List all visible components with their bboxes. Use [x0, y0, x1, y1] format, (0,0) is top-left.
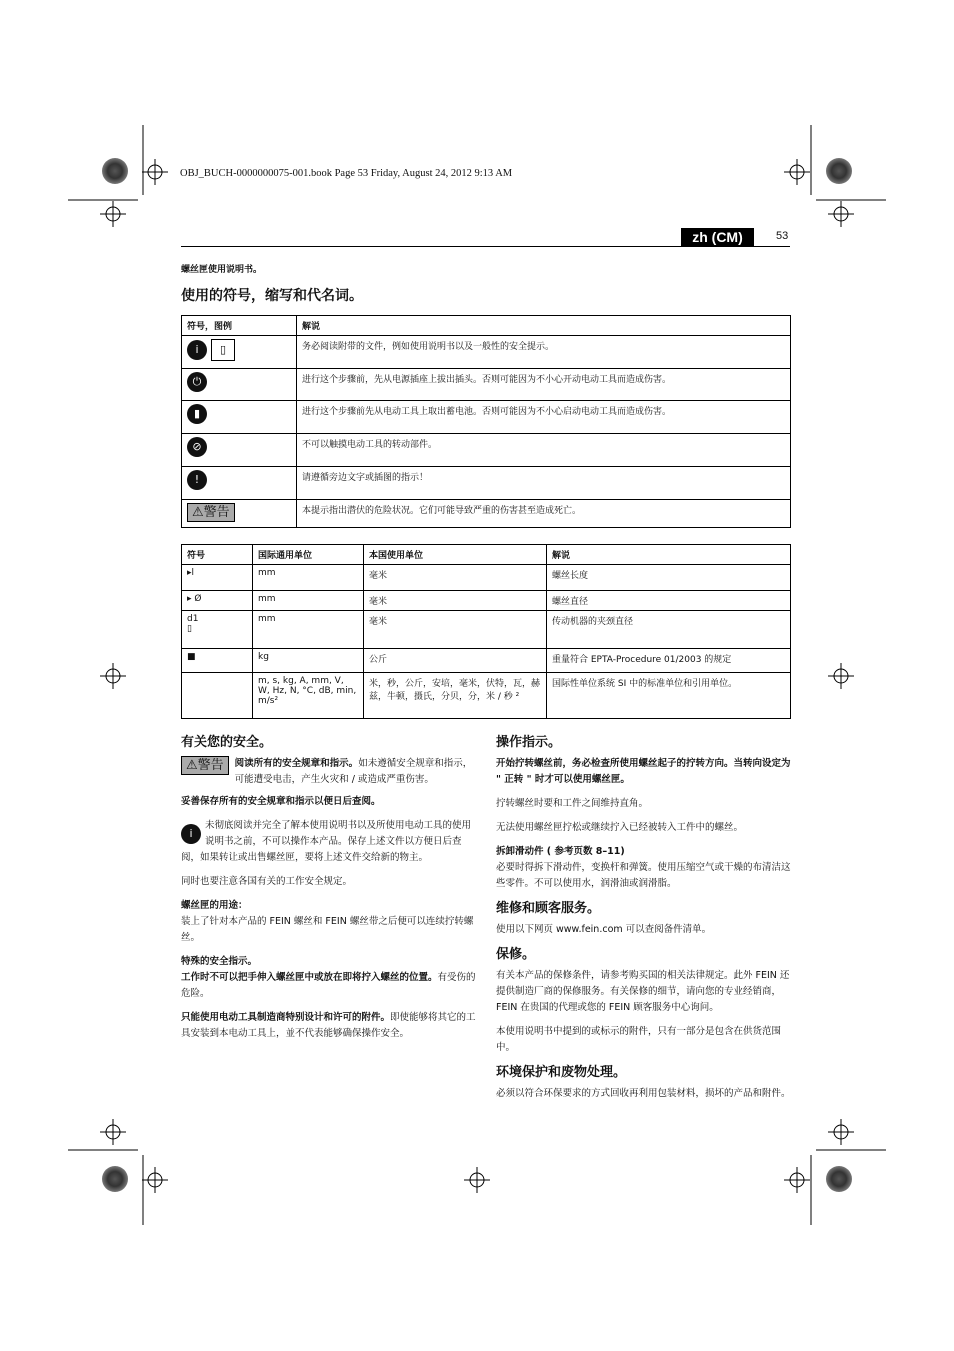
special-safety-title: 特殊的安全指示。 [181, 956, 258, 967]
regulations-text: 同时也要注意各国有关的工作安全规定。 [181, 876, 353, 887]
no-touch-icon: ⊘ [187, 437, 207, 457]
collar-diameter-icon: ▯ [187, 624, 192, 634]
weight-icon: ■ [187, 652, 196, 662]
section-title-safety: 有关您的安全。 [181, 735, 273, 750]
table-header: 本国使用单位 [364, 545, 547, 565]
warranty-text: 本使用说明书中提到的或标示的附件，只有一部分是包含在供货范围中。 [496, 1026, 782, 1053]
operation-bold-text: 开始拧转螺丝前，务必检查所使用螺丝起子的拧转方向。当转向设定为 " 正转 " 时才可以使用螺丝匣。 [496, 758, 791, 785]
warranty-text: 有关本产品的保修条件，请参考购买国的相关法律规定。此外 FEIN 还提供制造厂商的保修服务。有关保修的细节，请向您的专业经销商，FEIN 在贵国的代理或您的 FEIN 顾客服务中心询问。 [496, 970, 790, 1013]
table-row: ■ kg 公斤 重量符合 EPTA-Procedure 01/2003 的规定 [182, 649, 791, 673]
table-row: ⊘ 不可以触摸电动工具的转动部件。 [182, 434, 791, 467]
remove-battery-icon: ▮ [187, 404, 207, 424]
keep-instructions-text: 妥善保存所有的安全规章和指示以便日后查阅。 [181, 796, 381, 807]
table-header: 符号，图例 [182, 316, 297, 336]
environment-text: 必须以符合环保要求的方式回收再利用包装材料，损坏的产品和附件。 [496, 1088, 791, 1099]
unplug-icon: ⏻ [187, 372, 207, 392]
exclamation-icon: ! [187, 470, 207, 490]
operation-text: 拧转螺丝时要和工件之间维持直角。 [496, 798, 649, 809]
header-rule [181, 246, 790, 247]
screw-diameter-icon: ▸ [187, 594, 192, 604]
special-safety-text: 工作时不可以把手伸入螺丝匣中或放在即将拧入螺丝的位置。有受伤的危险。 [181, 972, 476, 999]
accessories-text: 只能使用电动工具制造商特别设计和许可的附件。即使能够将其它的工具安装到本电动工具上，並不代表能够确保操作安全。 [181, 1012, 476, 1039]
table-row: ▸l mm 毫米 螺丝长度 [182, 565, 791, 591]
slide-removal-title: 拆卸滑动件 ( 参考页数 8–11) [496, 846, 625, 857]
table-header: 解说 [547, 545, 791, 565]
section-title-symbols: 使用的符号，缩写和代名词。 [181, 288, 363, 304]
table-header: 国际通用单位 [253, 545, 364, 565]
read-manual-icon: i [187, 340, 207, 360]
language-badge: zh (CM) [681, 228, 754, 246]
slide-removal-text: 必要时得拆下滑动件，变换杆和弹簧。使用压缩空气或干燥的布清洁这些零件。不可以使用水，润滑油或润滑脂。 [496, 862, 791, 889]
table-row: ▸ Ø mm 毫米 螺丝直径 [182, 591, 791, 611]
table-row: i ▯ 务必阅读附带的文件，例如使用说明书以及一般性的安全提示。 [182, 336, 791, 369]
section-title-environment: 环境保护和废物处理。 [496, 1065, 627, 1080]
operation-text: 无法使用螺丝匣拧松或继续拧入已经被转入工件中的螺丝。 [496, 822, 744, 833]
usage-text: 装上了针对本产品的 FEIN 螺丝和 FEIN 螺丝带之后便可以连续拧转螺丝。 [181, 916, 474, 943]
right-column [496, 734, 791, 1110]
service-text: 使用以下网页 www.fein.com 可以查阅备件清单。 [496, 924, 712, 935]
table-row: ▮ 进行这个步骤前先从电动工具上取出蓄电池。否则可能因为不小心启动电动工具而造成伤害。 [182, 401, 791, 434]
table-row: m, s, kg, A, mm, V, W, Hz, N, °C, dB, min, m/s² 米，秒，公斤，安培，毫米，伏特，瓦，赫兹，牛顿，摄氏，分贝，分，米 / 秒 ² 国际性单位系统 SI 中的标准单位和引用单位。 [182, 673, 791, 719]
left-column: 有关您的安全。 ⚠警告 阅读所有的安全规章和指示。如未遵循安全规章和指示，可能遭受电击，产生火灾和 / 或造成严重伤害。 妥善保存所有的安全规章和指示以便日后查阅。 i 未彻底阅读并完全了解本使用说明书以及所使用电动工具的使用说明书之前，不可以操作本产品。保存上述文件以方便日后查阅，如果转让或出售螺丝匣，要将上述文件交给新的物主。 同时也要注意各国有关的工作安全规定。 螺丝匣的用途： 装上了针对本产品的 FEIN 螺丝和 FEIN 螺丝带之后便可以连续拧转螺丝。 特殊的安全指示。 工作时不可以把手伸入螺丝匣中或放在即将拧入螺丝的位置。有受伤的危险。 只能使用电动工具制造商特别设计和许可的附件。即使能够将其它的工具安装到本电动工具上，並不代表能够确保操作安全。 [181, 734, 479, 1050]
warning-badge: ⚠警告 [187, 503, 235, 522]
table-header: 符号 [182, 545, 253, 565]
screw-length-icon: ▸ [187, 568, 192, 578]
warning-badge: ⚠警告 [181, 756, 229, 775]
symbols-table [181, 315, 791, 528]
section-title-operation: 操作指示。 [496, 735, 562, 750]
manual-small-title: 螺丝匣使用说明书。 [181, 265, 263, 275]
table-row: ⏻ 进行这个步骤前，先从电源插座上拔出插头。否则可能因为不小心开动电动工具而造成伤害。 [182, 369, 791, 401]
table-header: 解说 [297, 316, 791, 336]
read-manual-icon: i [181, 824, 201, 844]
print-info-line: OBJ_BUCH-0000000075-001.book Page 53 Friday, August 24, 2012 9:13 AM [180, 168, 513, 179]
read-manual-paragraph: i 未彻底阅读并完全了解本使用说明书以及所使用电动工具的使用说明书之前，不可以操作本产品。保存上述文件以方便日后查阅，如果转让或出售螺丝匣，要将上述文件交给新的物主。 [181, 820, 472, 863]
table-row: ⚠警告 本提示指出潜伏的危险状况。它们可能导致严重的伤害甚至造成死亡。 [182, 500, 791, 528]
usage-title: 螺丝匣的用途： [181, 900, 248, 911]
table-row: ! 请遵循旁边文字或插图的指示！ [182, 467, 791, 500]
units-table [181, 544, 791, 719]
table-row: d1 ▯ mm 毫米 传动机器的夹颈直径 [182, 611, 791, 649]
page-number: 53 [776, 230, 789, 242]
book-icon: ▯ [211, 339, 235, 361]
section-title-service: 维修和顾客服务。 [496, 901, 601, 916]
section-title-warranty: 保修。 [496, 947, 536, 962]
